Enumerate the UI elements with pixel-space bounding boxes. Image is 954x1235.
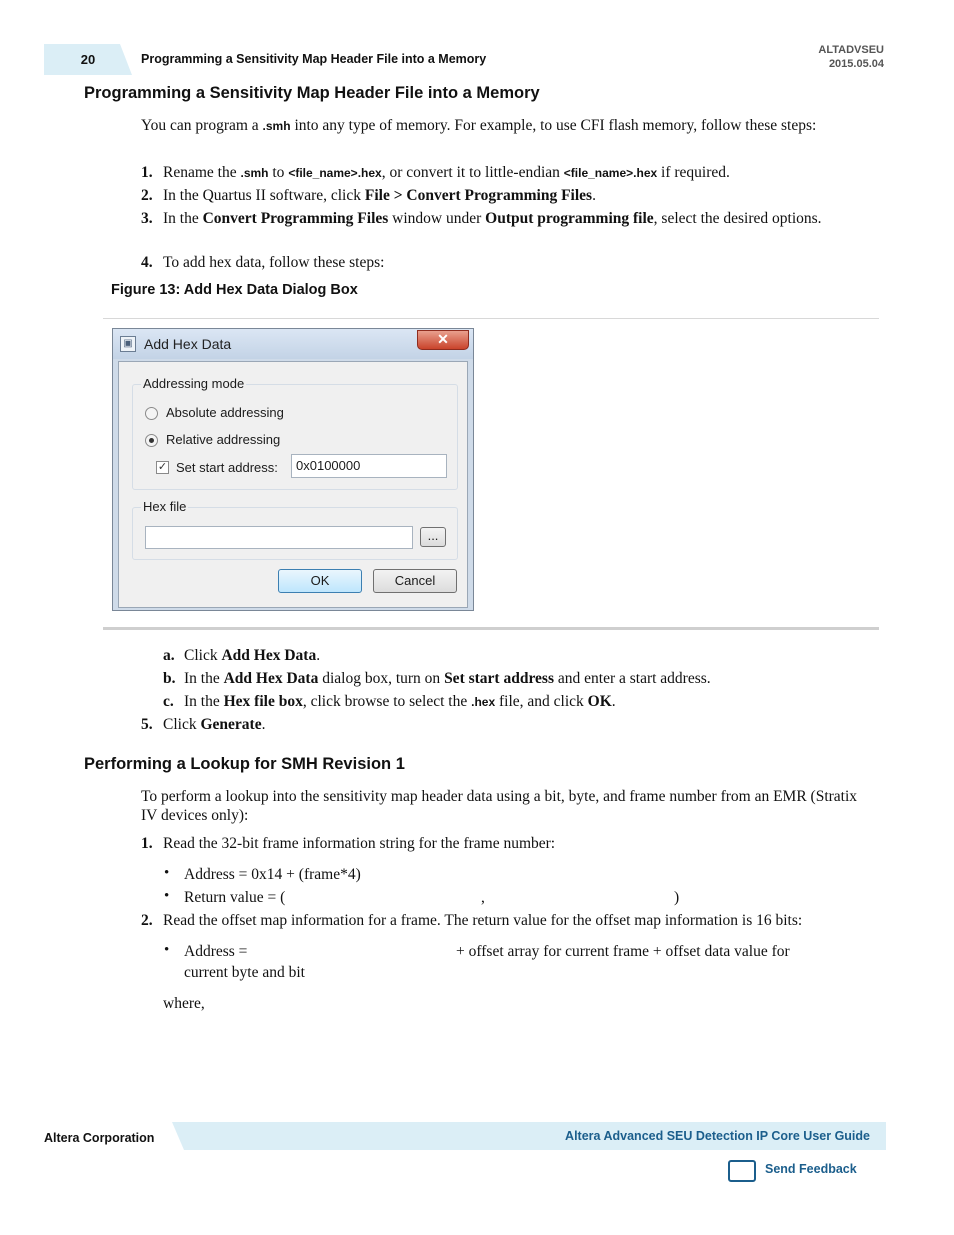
app-icon: ▣ xyxy=(120,336,136,352)
running-header-title: Programming a Sensitivity Map Header File into a Memory xyxy=(141,52,487,66)
step-text: Read the 32-bit frame information string for the frame number: xyxy=(163,835,556,852)
set-start-address-label: Set start address: xyxy=(176,460,278,475)
step-number: 2. xyxy=(141,912,153,929)
dialog-title: Add Hex Data xyxy=(144,336,232,352)
step-number: 1. xyxy=(141,164,153,181)
doc-meta xyxy=(818,43,884,71)
doc-id: ALTADVSEU xyxy=(818,44,884,56)
step-number: 4. xyxy=(141,254,153,271)
bullet-text: Return value = ( xyxy=(184,889,286,906)
cancel-button[interactable]: Cancel xyxy=(373,569,457,593)
intro-paragraph: You can program a .smh into any type of memory. For example, to use CFI flash memory, follow these steps: xyxy=(141,117,817,134)
intro-paragraph: To perform a lookup into the sensitivity map header data using a bit, byte, and frame number from an EMR (Stratix IV devices only): xyxy=(141,788,858,824)
bullet-text: Address = xyxy=(184,943,248,960)
browse-button[interactable]: ... xyxy=(420,527,446,547)
ok-button[interactable]: OK xyxy=(278,569,362,593)
substep-text: In the Hex file box, click browse to select the .hex file, and click OK. xyxy=(184,693,616,710)
doc-date: 2015.05.04 xyxy=(828,58,884,70)
hex-file-input[interactable] xyxy=(145,526,413,549)
hex-file-label: Hex file xyxy=(143,499,187,514)
step-text: To add hex data, follow these steps: xyxy=(163,254,385,271)
step-number: 2. xyxy=(141,187,153,204)
absolute-addressing-label: Absolute addressing xyxy=(166,405,284,420)
section-heading: Performing a Lookup for SMH Revision 1 xyxy=(84,755,405,773)
step-number: 1. xyxy=(141,835,153,852)
feedback-icon[interactable] xyxy=(728,1160,756,1182)
absolute-addressing-radio[interactable] xyxy=(145,407,158,420)
add-hex-data-dialog xyxy=(112,328,474,611)
step-text: Click Generate. xyxy=(163,716,266,733)
figure-bottom-rule xyxy=(103,627,879,630)
start-address-input[interactable]: 0x0100000 xyxy=(291,454,447,478)
substep-text: Click Add Hex Data. xyxy=(184,647,321,664)
bullet-text-close: ) xyxy=(674,889,680,906)
bullet-marker: • xyxy=(164,942,170,958)
figure-caption: Figure 13: Add Hex Data Dialog Box xyxy=(111,282,358,298)
step-text: In the Convert Programming Files window under Output programming file, select the desired options. xyxy=(163,210,822,227)
substep-letter: c. xyxy=(163,693,174,710)
bullet-text-separator: , xyxy=(481,889,485,906)
step-text: Read the offset map information for a frame. The return value for the offset map information is 16 bits: xyxy=(163,912,803,929)
step-number: 5. xyxy=(141,716,153,733)
substep-letter: b. xyxy=(163,670,176,687)
footer-company: Altera Corporation xyxy=(44,1131,155,1145)
where-label: where, xyxy=(163,995,205,1012)
page-number: 20 xyxy=(80,52,96,67)
step-text: Rename the .smh to <file_name>.hex, or convert it to little-endian <file_name>.hex if required. xyxy=(163,164,730,181)
send-feedback-link[interactable]: Send Feedback xyxy=(765,1162,857,1176)
section-heading: Programming a Sensitivity Map Header File into a Memory xyxy=(84,84,540,102)
step-number: 3. xyxy=(141,210,153,227)
step-text: In the Quartus II software, click File > Convert Programming Files. xyxy=(163,187,596,204)
close-button[interactable]: ✕ xyxy=(417,330,469,350)
set-start-address-checkbox[interactable]: ✓ xyxy=(157,461,168,473)
substep-text: In the Add Hex Data dialog box, turn on Set start address and enter a start address. xyxy=(184,670,711,687)
bullet-text-wrap: current byte and bit xyxy=(184,964,305,981)
relative-addressing-label: Relative addressing xyxy=(166,432,281,447)
addressing-mode-label: Addressing mode xyxy=(143,376,245,391)
bullet-marker: • xyxy=(164,888,170,904)
dialog-body xyxy=(118,361,468,608)
relative-addressing-radio[interactable] xyxy=(145,434,158,447)
bullet-text-continued: + offset array for current frame + offset data value for xyxy=(456,943,790,960)
figure-top-rule xyxy=(103,318,879,319)
footer-guide-title[interactable]: Altera Advanced SEU Detection IP Core User Guide xyxy=(565,1129,870,1143)
bullet-marker: • xyxy=(164,865,170,881)
substep-letter: a. xyxy=(163,647,175,664)
bullet-text: Address = 0x14 + (frame*4) xyxy=(184,866,361,883)
